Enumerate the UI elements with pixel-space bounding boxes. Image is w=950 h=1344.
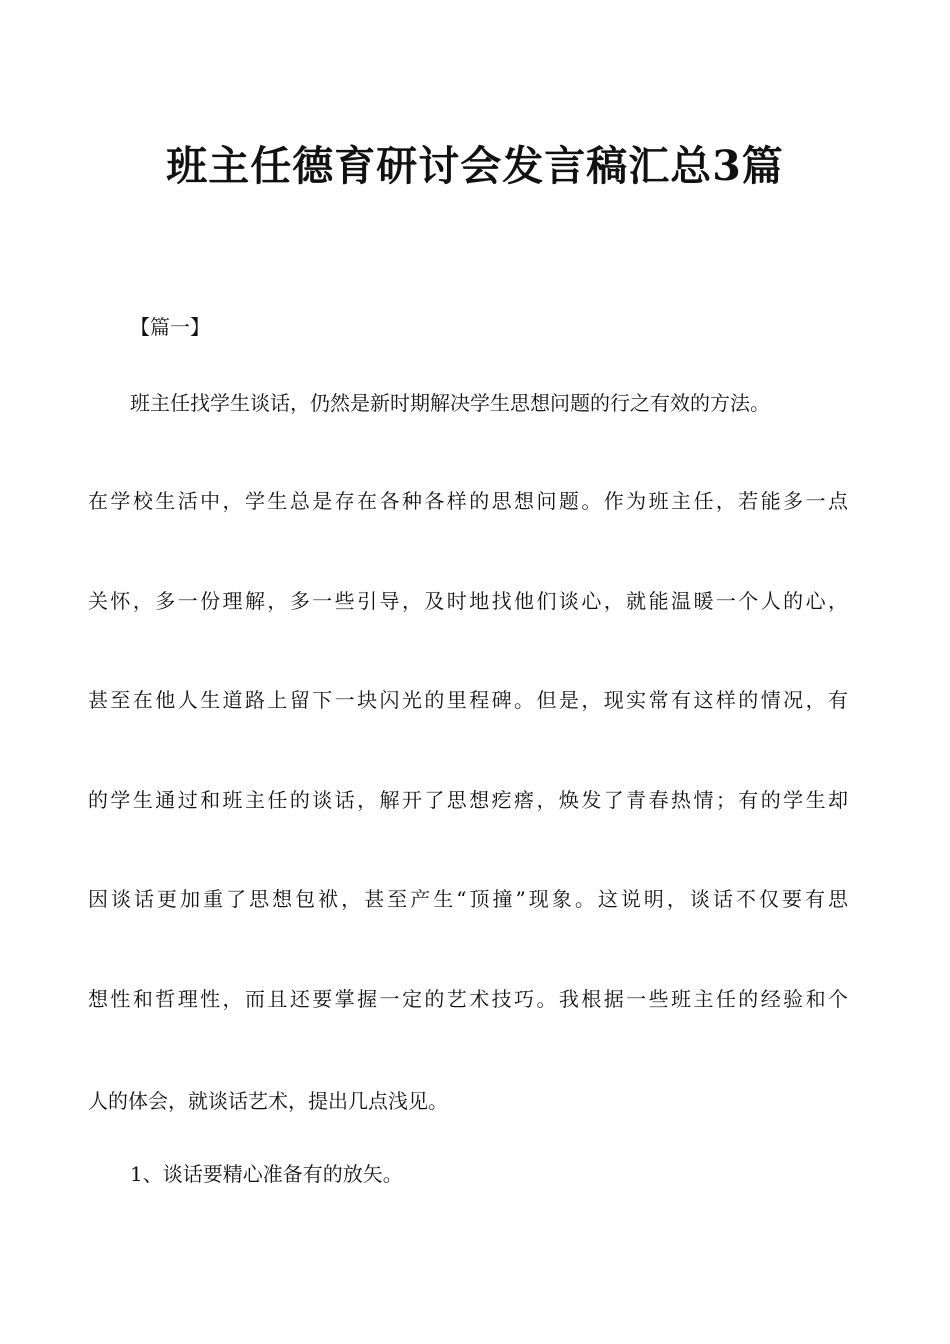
paragraph-line: 想性和哲理性，而且还要掌握一定的艺术技巧。我根据一些班主任的经验和个 — [88, 987, 848, 1011]
paragraph-line: 关怀，多一份理解，多一些引导，及时地找他们谈心，就能温暖一个人的心， — [88, 589, 848, 613]
paragraph-line: 在学校生活中，学生总是存在各种各样的思想问题。作为班主任，若能多一点 — [88, 489, 848, 513]
paragraph-line: 甚至在他人生道路上留下一块闪光的里程碑。但是，现实常有这样的情况，有 — [88, 688, 848, 712]
document-title: 班主任德育研讨会发言稿汇总3篇 — [166, 142, 784, 190]
paragraph-line: 的学生通过和班主任的谈话，解开了思想疙瘩，焕发了青春热情；有的学生却 — [88, 788, 848, 812]
paragraph-line: 人的体会，就谈话艺术，提出几点浅见。 — [88, 1089, 448, 1113]
paragraph-line: 班主任找学生谈话，仍然是新时期解决学生思想问题的行之有效的方法。 — [130, 391, 770, 415]
paragraph-line: 因谈话更加重了思想包袱，甚至产生“顶撞”现象。这说明，谈话不仅要有思 — [88, 887, 848, 911]
point-heading: 1、谈话要精心准备有的放矢。 — [130, 1162, 403, 1186]
section-label: 【篇一】 — [130, 315, 210, 339]
